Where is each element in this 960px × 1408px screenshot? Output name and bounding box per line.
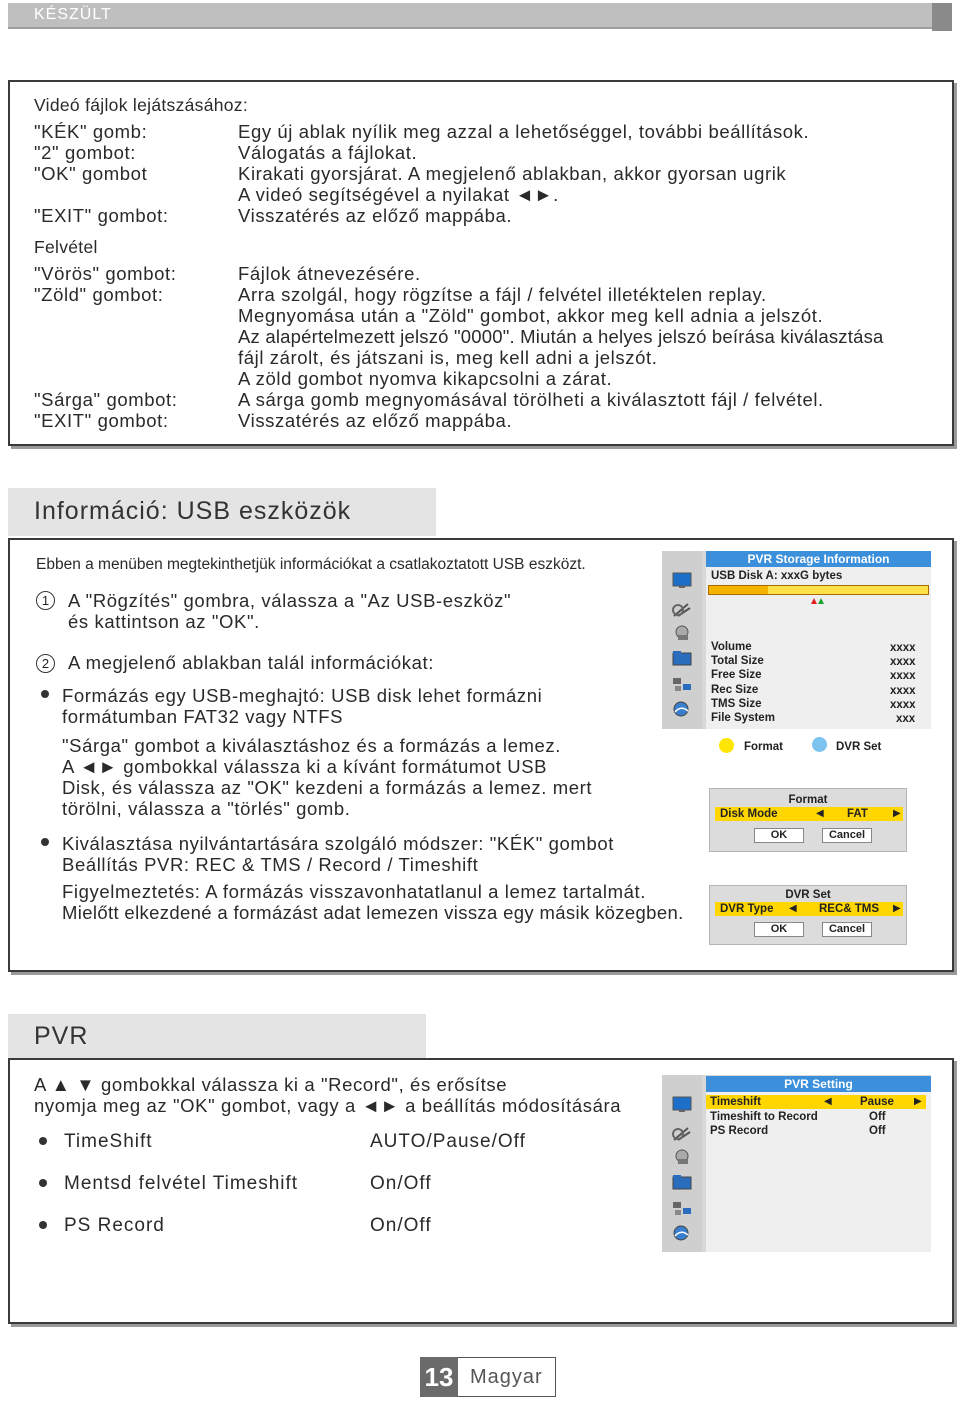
cancel-button[interactable]: Cancel [822,922,872,937]
right-arrow-icon[interactable]: ▶ [914,1096,922,1107]
folder-icon [673,1175,691,1189]
disk-label: USB Disk A: xxxG bytes [711,570,843,582]
key-description: Válogatás a fájlokat. [238,142,418,163]
key-description: fájl zárolt, és játszani is, meg kell adni a jelszót. [238,347,658,368]
setting-value: Off [869,1111,886,1123]
key-label: "2" gombot: [34,142,137,163]
bullet-text: formátumban FAT32 vagy NTFS [62,706,344,727]
globe-icon [674,702,688,716]
screen-header: PVR Storage Information [706,551,931,567]
ok-button[interactable]: OK [754,828,804,843]
key-label: "EXIT" gombot: [34,410,169,431]
bullet-dot [41,690,49,698]
bullet-text: Beállítás PVR: REC & TMS / Record / Timeshift [62,854,479,875]
info-label: Rec Size [711,684,759,696]
key-description: Megnyomása után a "Zöld" gombot, akkor meg kell adnia a jelszót. [238,305,824,326]
field-value: REC& TMS [819,903,880,915]
storage-info-screen [662,551,931,729]
info-label: TMS Size [711,698,762,710]
network-icon [673,1202,691,1215]
network-icon [673,678,691,691]
info-label: Total Size [711,655,764,667]
pvr-option-label: TimeShift [64,1131,153,1152]
info-label: Free Size [711,669,762,681]
right-arrow-icon[interactable]: ▶ [893,808,901,819]
folder-icon [673,651,691,665]
info-label: Volume [711,641,752,653]
setting-label: Timeshift [710,1096,761,1108]
key-label: "Zöld" gombot: [34,284,164,305]
satellite-icon [673,1128,690,1140]
tools-icon [676,1150,688,1164]
header-bar-inner [8,3,932,27]
timeshift-row[interactable] [706,1095,926,1109]
menu-icons [670,571,696,731]
usb-section-title: Információ: USB eszközök [34,497,352,525]
info-label: File System [711,712,775,724]
key-description: Arra szolgál, hogy rögzítse a fájl / felvétel illetéktelen replay. [238,284,767,305]
pvr-section-title: PVR [34,1022,89,1050]
format-instructions: A ◄► gombokkal válassza ki a kívánt formátumot USB [62,756,548,777]
dvr-set-legend: DVR Set [836,741,882,753]
dialog-title: Format [788,794,828,806]
step-number: 2 [36,654,55,673]
globe-icon [674,1226,688,1240]
bullet-dot [39,1179,47,1187]
info-value: xxxx [890,699,916,711]
info-value: xxxx [890,685,916,697]
dialog-title: DVR Set [785,889,831,901]
ok-button[interactable]: OK [754,922,804,937]
info-value: xxx [896,713,916,725]
pvr-option-label: Mentsd felvétel Timeshift [64,1173,299,1194]
pvr-option-value: AUTO/Pause/Off [370,1131,526,1152]
disk-mode-field[interactable] [715,807,903,821]
screen-header: PVR Setting [706,1076,931,1092]
header-bar-shadow [932,3,952,31]
key-description: Fájlok átnevezésére. [238,263,421,284]
info-value: xxxx [890,642,916,654]
bullet-text: Kiválasztása nyilvántartására szolgáló módszer: "KÉK" gombot [62,833,614,854]
field-value: FAT [847,808,868,820]
format-instructions: "Sárga" gombot a kiválasztáshoz és a formázás a lemez. [62,735,562,756]
key-description: A videó segítségével a nyilakat ◄►. [238,184,559,205]
format-instructions: törölni, válassza a "törlés" gomb. [62,798,351,819]
key-label: "OK" gombot [34,163,148,184]
format-instructions: Disk, és válassza az "OK" kezdeni a formázás a lemez. mert [62,777,593,798]
step-text: A megjelenő ablakban talál információkat: [68,652,435,673]
setting-value: Off [869,1125,886,1137]
pvr-option-label: PS Record [64,1215,165,1236]
step-number: 1 [36,591,55,610]
left-arrow-icon[interactable]: ◀ [824,1096,832,1107]
bullet-text: Formázás egy USB-meghajtó: USB disk lehet formázni [62,685,543,706]
step-text: és kattintson az "OK". [68,611,260,632]
format-dialog [709,788,907,852]
key-description: Visszatérés az előző mappába. [238,205,513,226]
blue-button-icon [812,737,827,752]
bullet-dot [39,1221,47,1229]
pvr-option-value: On/Off [370,1173,432,1194]
menu-icons [670,1095,696,1251]
step-text: A "Rögzítés" gombra, válassza a "Az USB-eszköz" [68,590,512,611]
dvr-set-dialog [709,885,907,945]
left-arrow-icon[interactable]: ◀ [816,808,824,819]
video-heading: Videó fájlok lejátszásához: [34,95,249,115]
format-legend: Format [744,741,783,753]
usb-intro: Ebben a menüben megtekinthetjük információkat a csatlakoztatott USB eszközt. [36,556,586,573]
bullet-dot [41,838,49,846]
page-number: 13 [420,1357,458,1397]
key-label: "Sárga" gombot: [34,389,178,410]
recording-heading: Felvétel [34,237,98,257]
key-description: A sárga gomb megnyomásával törölheti a kiválasztott fájl / felvétel. [238,389,824,410]
tools-icon [676,626,688,640]
key-label: "KÉK" gomb: [34,121,148,142]
key-description: Kirakati gyorsjárat. A megjelenő ablakban, akkor gyorsan ugrik [238,163,787,184]
pvr-intro: A ▲ ▼ gombokkal válassza ki a "Record", és erősítse [34,1074,508,1095]
usage-marker-icon [810,595,826,605]
satellite-icon [673,604,690,616]
pvr-intro: nyomja meg az "OK" gombot, vagy a ◄► a beállítás módosítására [34,1095,622,1116]
warning-text: Mielőtt elkezdené a formázást adat lemezen vissza egy másik közegben. [62,902,684,923]
tv-icon [673,573,691,588]
key-description: Egy új ablak nyílik meg azzal a lehetőséggel, további beállítások. [238,121,810,142]
bullet-dot [39,1137,47,1145]
dvr-type-field[interactable] [715,902,903,916]
key-description: A zöld gombot nyomva kikapcsolni a zárat. [238,368,613,389]
key-label: "Vörös" gombot: [34,263,177,284]
info-value: xxxx [890,656,916,668]
yellow-button-icon [719,738,734,753]
key-description: Az alapértelmezett jelszó "0000". Miután a helyes jelszó beírása kiválasztása [238,326,884,347]
pvr-setting-screen [662,1075,931,1252]
usage-bar-fill [709,586,768,594]
setting-label: PS Record [710,1125,769,1137]
cancel-button[interactable]: Cancel [822,828,872,843]
header-title: KÉSZÜLT [34,6,112,23]
pvr-option-value: On/Off [370,1215,432,1236]
field-label: DVR Type [720,903,774,915]
field-label: Disk Mode [720,808,778,820]
warning-text: Figyelmeztetés: A formázás visszavonhatatlanul a lemez tartalmát. [62,881,646,902]
key-description: Visszatérés az előző mappába. [238,410,513,431]
info-value: xxxx [890,670,916,682]
left-arrow-icon[interactable]: ◀ [789,903,797,914]
right-arrow-icon[interactable]: ▶ [893,903,901,914]
tv-icon [673,1097,691,1112]
key-label: "EXIT" gombot: [34,205,169,226]
setting-value: Pause [860,1096,894,1108]
setting-label: Timeshift to Record [710,1111,818,1123]
usage-bar [708,585,929,595]
footer-language: Magyar [470,1366,543,1388]
